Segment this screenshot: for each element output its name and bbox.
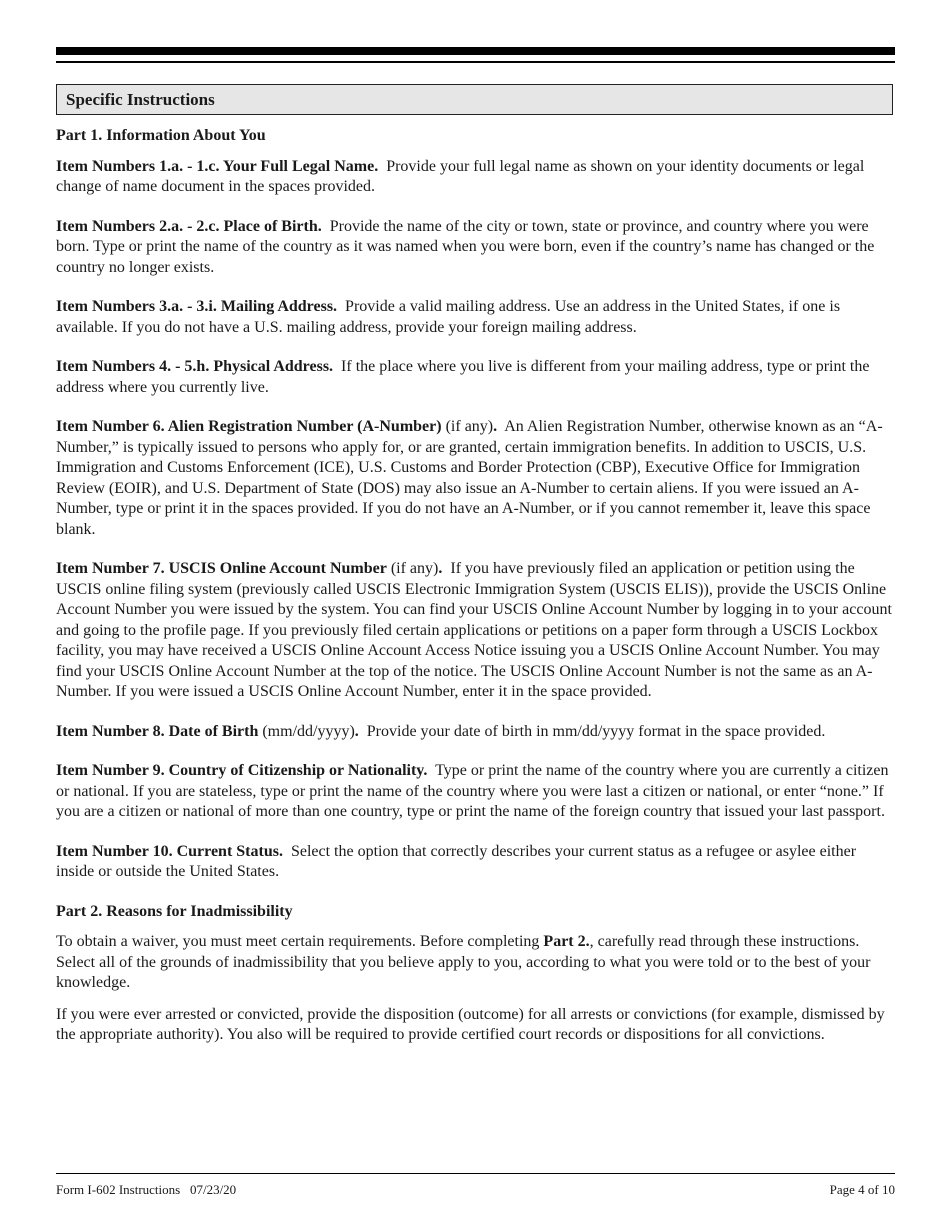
item-full-legal-name: Item Numbers 1.a. - 1.c. Your Full Legal Name. Provide your full legal name as shown on your identity documents or legal change of name document in the spaces provided. bbox=[56, 157, 865, 195]
top-rule-thin bbox=[56, 61, 895, 63]
item-uscis-online-account-number: Item Number 7. USCIS Online Account Number (if any). If you have previously filed an application or petition using the USCIS online filing system (previously called USCIS Electronic Immigration System (USCIS ELIS)), provide the USCIS Online Account Number you were issued by the system. You can find your USCIS Online Account Number by logging in to your account and going to the profile page. If you previously filed certain applications or petitions on a paper form through a USCIS Lockbox facility, you may have received a USCIS Online Account Access Notice issuing you a USCIS Online Account Number. You may find your USCIS Online Account Number at the top of the notice. The USCIS Online Account Number is not the same as an A-Number. If you were issued a USCIS Online Account Number, enter it in the space provided. bbox=[56, 560, 892, 700]
part2-heading: Part 2. Reasons for Inadmissibility bbox=[56, 902, 293, 920]
part2-paragraph-waiver: To obtain a waiver, you must meet certain requirements. Before completing Part 2., carefully read through these instructions. Select all of the grounds of inadmissibility that you believe apply to you, according to what you were told or to the best of your knowledge. bbox=[56, 933, 871, 991]
item-a-number: Item Number 6. Alien Registration Number (A-Number) (if any). An Alien Registration Number, otherwise known as an “A-Number,” is typically issued to persons who apply for, or are granted, certain immigration benefits. In addition to USCIS, U.S. Immigration and Customs Enforcement (ICE), U.S. Customs and Border Protection (CBP), Executive Office for Immigration Review (EOIR), and U.S. Department of State (DOS) may also issue an A-Number to certain aliens. If you were issued an A-Number, type or print it in the spaces provided. If you do not have an A-Number, or if you cannot remember it, leave this space blank. bbox=[56, 418, 883, 538]
part1-heading: Part 1. Information About You bbox=[56, 127, 266, 144]
item-place-of-birth: Item Numbers 2.a. - 2.c. Place of Birth. Provide the name of the city or town, state or province, and country where you were born. Type or print the name of the country as it was named when you were born, even if the country’s name has changed or the country no longer exists. bbox=[56, 217, 875, 276]
item-country-of-citizenship: Item Number 9. Country of Citizenship or Nationality. Type or print the name of the country where you are currently a citizen or national. If you are stateless, type or print the name of the country where you were last a citizen or national, or enter “none.” If you are a citizen or national of more than one country, type or print the name of the foreign country that issued your last passport. bbox=[56, 762, 889, 820]
item-physical-address: Item Numbers 4. - 5.h. Physical Address. If the place where you live is different from your mailing address, type or print the address where you currently live. bbox=[56, 358, 870, 396]
item-mailing-address: Item Numbers 3.a. - 3.i. Mailing Address. Provide a valid mailing address. Use an address in the United States, if one is available. If you do not have a U.S. mailing address, provide your foreign mailing address. bbox=[56, 298, 841, 336]
footer-form-id: Form I-602 Instructions 07/23/20 bbox=[56, 1182, 237, 1197]
instructions-body bbox=[56, 126, 895, 1065]
top-rule-thick bbox=[56, 47, 895, 55]
footer-page-number: Page 4 of 10 bbox=[829, 1182, 895, 1197]
part2-paragraph-arrests: If you were ever arrested or convicted, provide the disposition (outcome) for all arrests or convictions (for example, dismissed by the appropriate authority). You also will be required to provide certified court records or dispositions for all convictions. bbox=[56, 1005, 885, 1043]
footer-rule bbox=[56, 1173, 895, 1174]
item-current-status: Item Number 10. Current Status. Select the option that correctly describes your current status as a refugee or asylee either inside or outside the United States. bbox=[56, 842, 857, 880]
item-date-of-birth: Item Number 8. Date of Birth (mm/dd/yyyy). Provide your date of birth in mm/dd/yyyy format in the space provided. bbox=[56, 722, 826, 740]
section-header: Specific Instructions bbox=[56, 84, 893, 115]
